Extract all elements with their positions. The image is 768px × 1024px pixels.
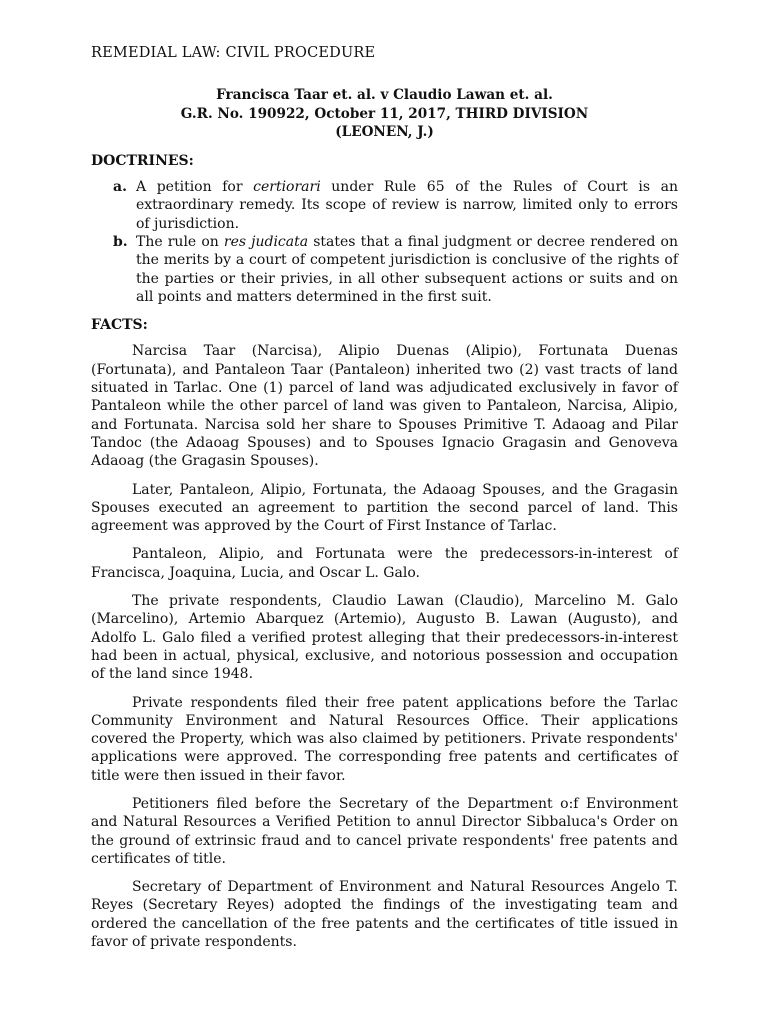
doctrine-b-italic: res judicata [223, 233, 309, 250]
facts-paragraph: Petitioners filed before the Secretary of the Department o:f Environment and Natural Resources a Verified Petition to annul Director Sibbaluca's Order on the ground of extrinsic fraud and to cancel private respondents' free patents and certificates of title. [91, 796, 678, 867]
doctrine-label-a: a. [113, 179, 127, 196]
document-header: REMEDIAL LAW: CIVIL PROCEDURE [91, 45, 376, 61]
case-title: Francisca Taar et. al. v Claudio Lawan et. al. [216, 87, 553, 104]
facts-paragraph: Later, Pantaleon, Alipio, Fortunata, the Adaoag Spouses, and the Gragasin Spouses executed an agreement to partition the second parcel of land. This agreement was approved by the Court of First Instance of Tarlac. [91, 481, 678, 535]
doctrines-heading: DOCTRINES: [91, 152, 194, 169]
facts-paragraph: Secretary of Department of Environment and Natural Resources Angelo T. Reyes (Secretary Reyes) adopted the findings of the investigating team and ordered the cancellation of the free patents and the certificates of title issued in favor of private respondents. [91, 879, 678, 951]
case-caption [91, 86, 678, 142]
facts-paragraph: Pantaleon, Alipio, and Fortunata were the predecessors-in-interest of Francisca, Joaquina, Lucia, and Oscar L. Galo. [91, 546, 678, 581]
doctrine-a-pre: A petition for [136, 179, 254, 196]
doctrine-b-pre: The rule on [136, 233, 224, 250]
doctrine-item-b [91, 233, 678, 306]
doctrine-text-a [136, 178, 678, 233]
doctrines-list [91, 178, 678, 306]
facts-body [91, 342, 678, 951]
doctrine-label-b: b. [113, 233, 128, 250]
doctrine-a-italic: certiorari [253, 179, 321, 196]
doctrine-b-post: states that a final judgment or decree rendered on the merits by a court of competent jurisdiction is conclusive of the rights of the parties or their privies, in all other subsequent actions or suits and on all points and matters determined in the first suit. [136, 233, 678, 305]
facts-paragraph: Private respondents filed their free patent applications before the Tarlac Community Environment and Natural Resources Office. Their applications covered the Property, which was also claimed by petitioners. Private respondents' applications were approved. The corresponding free patents and certificates of title were then issued in their favor. [91, 694, 678, 784]
case-ponente: (LEONEN, J.) [335, 124, 434, 141]
document-page [91, 44, 678, 961]
doctrine-item-a [91, 178, 678, 233]
doctrine-text-b [136, 233, 678, 306]
facts-paragraph: Narcisa Taar (Narcisa), Alipio Duenas (Alipio), Fortunata Duenas (Fortunata), and Pantaleon Taar (Pantaleon) inherited two (2) vast tracts of land situated in Tarlac. One (1) parcel of land was adjudicated exclusively in favor of Pantaleon while the other parcel of land was given to Pantaleon, Narcisa, Alipio, and Fortunata. Narcisa sold her share to Spouses Primitive T. Adaoag and Pilar Tandoc (the Adaoag Spouses) and to Spouses Ignacio Gragasin and Genoveva Adaoag (the Gragasin Spouses). [91, 343, 678, 470]
facts-heading: FACTS: [91, 317, 148, 334]
case-citation: G.R. No. 190922, October 11, 2017, THIRD DIVISION [180, 105, 589, 122]
facts-paragraph: The private respondents, Claudio Lawan (Claudio), Marcelino M. Galo (Marcelino), Artemio Abarquez (Artemio), Augusto B. Lawan (Augusto), and Adolfo L. Galo filed a verified protest alleging that their predecessors-in-interest had been in actual, physical, exclusive, and notorious possession and occupation of the land since 1948. [91, 593, 678, 683]
doctrine-a-post: under Rule 65 of the Rules of Court is an extraordinary remedy. Its scope of review is narrow, limited only to errors of jurisdiction. [136, 179, 678, 232]
